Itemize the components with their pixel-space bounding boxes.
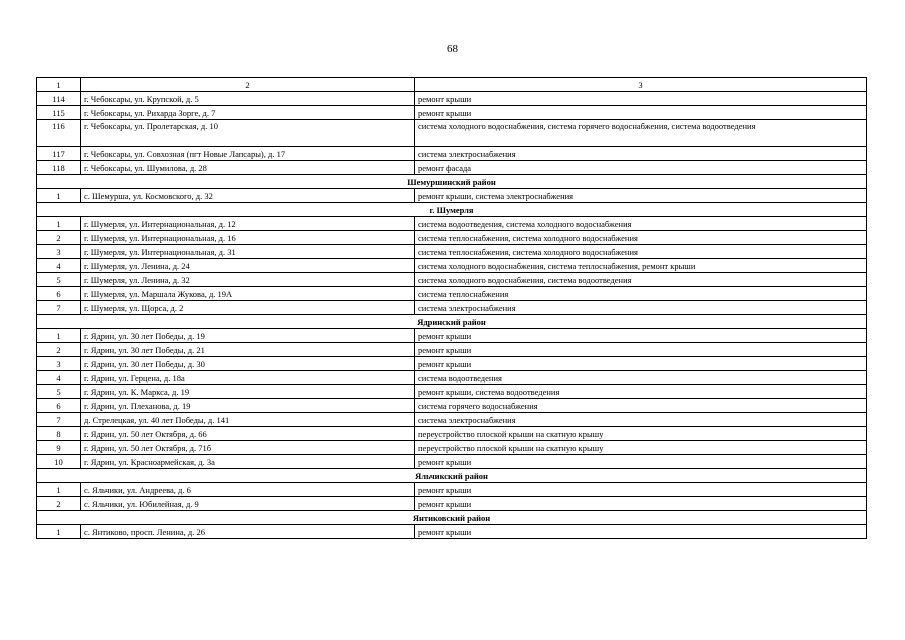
row-address-cell: г. Чебоксары, ул. Рихарда Зорге, д. 7: [81, 106, 415, 120]
district-header-row: [37, 203, 867, 217]
row-work-type-cell: ремонт крыши: [415, 483, 867, 497]
header-cell-3: 3: [415, 78, 867, 92]
table-body: [37, 78, 867, 539]
table-row: [37, 385, 867, 399]
row-address-cell: с. Янтиково, просп. Ленина, д. 26: [81, 525, 415, 539]
row-work-type-cell: ремонт крыши, система водоотведения: [415, 385, 867, 399]
table-row: [37, 483, 867, 497]
table-row: [37, 357, 867, 371]
row-work-type-cell: система теплоснабжения, система холодного водоснабжения: [415, 245, 867, 259]
row-number-cell: 5: [37, 385, 81, 399]
row-number-cell: 116: [37, 120, 81, 147]
district-title: Ядринский район: [37, 315, 867, 329]
row-address-cell: г. Ядрин, ул. Красноармейская, д. 3а: [81, 455, 415, 469]
row-address-cell: г. Шумерля, ул. Интернациональная, д. 31: [81, 245, 415, 259]
table-row: [37, 147, 867, 161]
row-work-type-cell: переустройство плоской крыши на скатную крышу: [415, 427, 867, 441]
row-work-type-cell: ремонт фасада: [415, 161, 867, 175]
row-address-cell: г. Ядрин, ул. 50 лет Октября, д. 71б: [81, 441, 415, 455]
row-work-type-cell: система электроснабжения: [415, 301, 867, 315]
table-row: [37, 441, 867, 455]
row-number-cell: 7: [37, 413, 81, 427]
table-row: [37, 231, 867, 245]
row-address-cell: г. Чебоксары, ул. Пролетарская, д. 10: [81, 120, 415, 147]
header-cell-2: 2: [81, 78, 415, 92]
row-number-cell: 117: [37, 147, 81, 161]
row-number-cell: 1: [37, 525, 81, 539]
table-row: [37, 189, 867, 203]
table-row: [37, 161, 867, 175]
row-number-cell: 4: [37, 371, 81, 385]
row-address-cell: г. Чебоксары, ул. Шумилова, д. 28: [81, 161, 415, 175]
row-number-cell: 2: [37, 497, 81, 511]
row-work-type-cell: система электроснабжения: [415, 147, 867, 161]
row-work-type-cell: ремонт крыши, система электроснабжения: [415, 189, 867, 203]
table-row: [37, 287, 867, 301]
row-address-cell: г. Шумерля, ул. Интернациональная, д. 16: [81, 231, 415, 245]
row-address-cell: г. Ядрин, ул. 30 лет Победы, д. 21: [81, 343, 415, 357]
table-row: [37, 120, 867, 147]
table-row: [37, 497, 867, 511]
district-title: Шемуршинский район: [37, 175, 867, 189]
row-address-cell: г. Шумерля, ул. Маршала Жукова, д. 19А: [81, 287, 415, 301]
row-number-cell: 4: [37, 259, 81, 273]
row-number-cell: 1: [37, 189, 81, 203]
row-work-type-cell: переустройство плоской крыши на скатную крышу: [415, 441, 867, 455]
row-number-cell: 1: [37, 483, 81, 497]
table-row: [37, 427, 867, 441]
row-address-cell: г. Чебоксары, ул. Крупской, д. 5: [81, 92, 415, 106]
row-work-type-cell: ремонт крыши: [415, 343, 867, 357]
row-work-type-cell: ремонт крыши: [415, 497, 867, 511]
row-work-type-cell: система холодного водоснабжения, система теплоснабжения, ремонт крыши: [415, 259, 867, 273]
row-number-cell: 6: [37, 399, 81, 413]
table-row: [37, 371, 867, 385]
table-row: [37, 273, 867, 287]
table-row: [37, 343, 867, 357]
row-number-cell: 5: [37, 273, 81, 287]
row-work-type-cell: система холодного водоснабжения, система водоотведения: [415, 273, 867, 287]
table-row: [37, 217, 867, 231]
row-number-cell: 2: [37, 231, 81, 245]
row-work-type-cell: система холодного водоснабжения, система горячего водоснабжения, система водоотведения: [415, 120, 867, 147]
table-row: [37, 301, 867, 315]
row-address-cell: г. Ядрин, ул. Герцена, д. 18а: [81, 371, 415, 385]
header-cell-1: 1: [37, 78, 81, 92]
header-row: [37, 78, 867, 92]
row-address-cell: г. Ядрин, ул. 30 лет Победы, д. 19: [81, 329, 415, 343]
row-address-cell: г. Ядрин, ул. К. Маркса, д. 19: [81, 385, 415, 399]
row-number-cell: 3: [37, 357, 81, 371]
row-work-type-cell: система горячего водоснабжения: [415, 399, 867, 413]
table-row: [37, 525, 867, 539]
row-number-cell: 3: [37, 245, 81, 259]
row-number-cell: 10: [37, 455, 81, 469]
row-work-type-cell: ремонт крыши: [415, 455, 867, 469]
row-address-cell: г. Шумерля, ул. Щорса, д. 2: [81, 301, 415, 315]
row-number-cell: 118: [37, 161, 81, 175]
row-work-type-cell: ремонт крыши: [415, 357, 867, 371]
row-address-cell: г. Шумерля, ул. Ленина, д. 24: [81, 259, 415, 273]
table-row: [37, 92, 867, 106]
row-address-cell: г. Ядрин, ул. 50 лет Октября, д. 66: [81, 427, 415, 441]
row-number-cell: 114: [37, 92, 81, 106]
row-number-cell: 8: [37, 427, 81, 441]
row-number-cell: 2: [37, 343, 81, 357]
row-work-type-cell: ремонт крыши: [415, 106, 867, 120]
row-work-type-cell: ремонт крыши: [415, 329, 867, 343]
table-row: [37, 455, 867, 469]
row-address-cell: г. Шумерля, ул. Интернациональная, д. 12: [81, 217, 415, 231]
row-work-type-cell: система теплоснабжения, система холодного водоснабжения: [415, 231, 867, 245]
district-header-row: [37, 511, 867, 525]
row-work-type-cell: система теплоснабжения: [415, 287, 867, 301]
row-number-cell: 1: [37, 329, 81, 343]
repair-program-table: [36, 77, 867, 539]
row-address-cell: г. Чебоксары, ул. Совхозная (пгт Новые Лапсары), д. 17: [81, 147, 415, 161]
table-row: [37, 399, 867, 413]
district-title: г. Шумерля: [37, 203, 867, 217]
district-title: Янтиковский район: [37, 511, 867, 525]
row-work-type-cell: система водоотведения: [415, 371, 867, 385]
page-number: 68: [447, 43, 458, 55]
row-work-type-cell: система электроснабжения: [415, 413, 867, 427]
row-number-cell: 115: [37, 106, 81, 120]
table-row: [37, 259, 867, 273]
row-number-cell: 9: [37, 441, 81, 455]
district-header-row: [37, 315, 867, 329]
row-work-type-cell: система водоотведения, система холодного водоснабжения: [415, 217, 867, 231]
row-address-cell: с. Яльчики, ул. Юбилейная, д. 9: [81, 497, 415, 511]
district-header-row: [37, 175, 867, 189]
district-title: Яльчикский район: [37, 469, 867, 483]
table-row: [37, 106, 867, 120]
row-address-cell: г. Шумерля, ул. Ленина, д. 32: [81, 273, 415, 287]
row-address-cell: д. Стрелецкая, ул. 40 лет Победы, д. 141: [81, 413, 415, 427]
row-number-cell: 6: [37, 287, 81, 301]
row-number-cell: 7: [37, 301, 81, 315]
table-row: [37, 413, 867, 427]
row-address-cell: с. Яльчики, ул. Андреева, д. 6: [81, 483, 415, 497]
row-work-type-cell: ремонт крыши: [415, 92, 867, 106]
row-work-type-cell: ремонт крыши: [415, 525, 867, 539]
district-header-row: [37, 469, 867, 483]
row-address-cell: г. Ядрин, ул. 30 лет Победы, д. 30: [81, 357, 415, 371]
row-address-cell: с. Шемурша, ул. Космовского, д. 32: [81, 189, 415, 203]
row-address-cell: г. Ядрин, ул. Плеханова, д. 19: [81, 399, 415, 413]
table-row: [37, 245, 867, 259]
table-row: [37, 329, 867, 343]
row-number-cell: 1: [37, 217, 81, 231]
